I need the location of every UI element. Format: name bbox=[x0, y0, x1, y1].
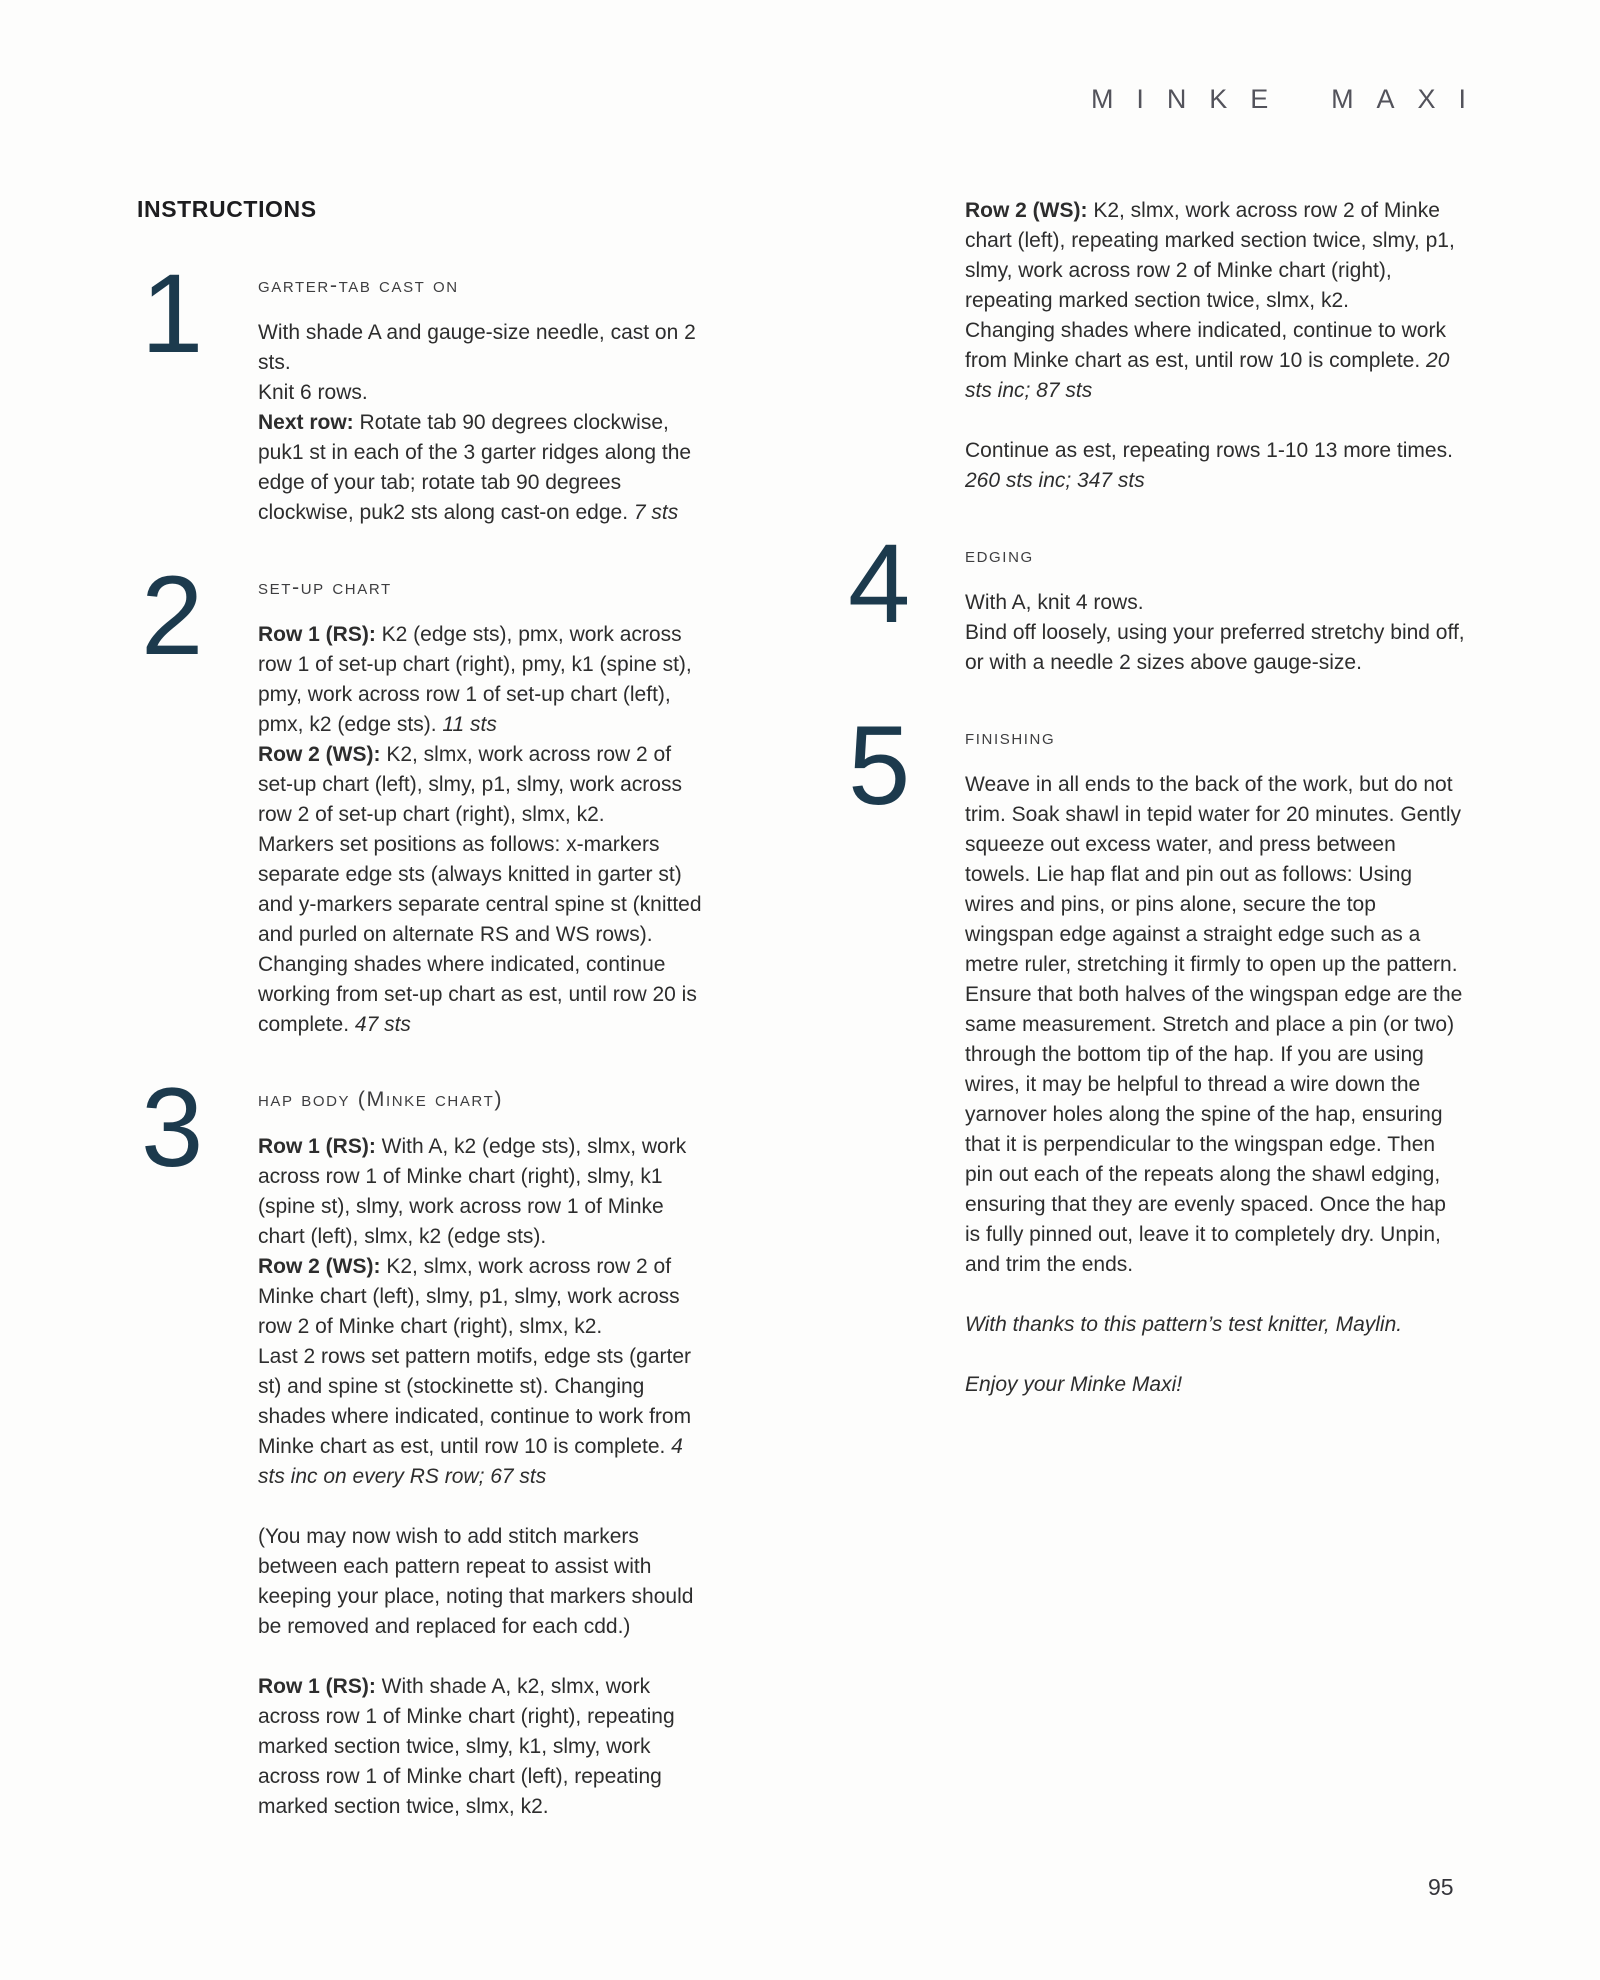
text-run: With A, k2 (edge sts), slmx, work across row 1 of Minke chart (right), slmy, k1 (spine st), slmy, work across row 1 of Minke chart (left), slmx, k2 (edge sts). bbox=[258, 1135, 687, 1248]
text-run: Row 1 (RS): bbox=[258, 1135, 376, 1158]
step-4 bbox=[848, 521, 1466, 678]
left-column bbox=[141, 251, 711, 1822]
text-run: (You may now wish to add stitch markers between each pattern repeat to assist with keeping your place, noting that markers should be removed and replaced for each cdd.) bbox=[258, 1525, 694, 1638]
text-run: 20 sts inc; 87 sts bbox=[965, 349, 1450, 402]
pattern-paragraph bbox=[258, 1132, 711, 1252]
pattern-paragraph bbox=[258, 740, 711, 830]
step-heading: hap body (Minke chart) bbox=[258, 1087, 504, 1111]
text-run: Changing shades where indicated, continue working from set-up chart as est, until row 20 is complete. bbox=[258, 953, 697, 1036]
pattern-paragraph bbox=[258, 1252, 711, 1342]
instructions-heading: INSTRUCTIONS bbox=[137, 196, 317, 222]
text-run: K2, slmx, work across row 2 of set-up chart (left), slmy, p1, slmy, work across row 2 of set-up chart (right), slmx, k2. bbox=[258, 743, 682, 826]
page-header-title: MINKE MAXI bbox=[1090, 84, 1489, 114]
step-number: 4 bbox=[848, 521, 911, 646]
text-run: Row 2 (WS): bbox=[965, 199, 1088, 222]
pattern-paragraph bbox=[258, 620, 711, 740]
text-run: Rotate tab 90 degrees clockwise, puk1 st in each of the 3 garter ridges along the edge of your tab; rotate tab 90 degrees clockwise, puk2 sts along cast-on edge. bbox=[258, 411, 692, 524]
text-run: With shade A and gauge-size needle, cast on 2 sts. bbox=[258, 321, 696, 374]
text-run: K2 (edge sts), pmx, work across row 1 of set-up chart (right), pmy, k1 (spine st), pmy, work across row 1 of set-up chart (left), pmx, k2 (edge sts). bbox=[258, 623, 692, 736]
pattern-paragraph bbox=[965, 770, 1466, 1280]
right-column bbox=[848, 196, 1466, 1400]
step-number: 1 bbox=[141, 251, 204, 376]
pattern-paragraph bbox=[965, 1310, 1466, 1340]
pattern-paragraph bbox=[258, 1672, 711, 1822]
pattern-paragraph bbox=[258, 318, 711, 378]
text-run: With thanks to this pattern’s test knitter, Maylin. bbox=[965, 1313, 1403, 1336]
step-heading: edging bbox=[965, 543, 1034, 567]
text-run: 7 sts bbox=[633, 501, 679, 524]
step-5 bbox=[848, 703, 1466, 1400]
text-run: 4 sts inc on every RS row; 67 sts bbox=[258, 1435, 683, 1488]
text-run: 11 sts bbox=[442, 713, 497, 736]
text-run: With A, knit 4 rows. bbox=[965, 591, 1144, 614]
text-run: With shade A, k2, slmx, work across row 1 of Minke chart (right), repeating marked section twice, slmy, k1, slmy, work across row 1 of Minke chart (left), repeating marked section twice, slmx, k2. bbox=[258, 1675, 675, 1818]
text-run: Row 1 (RS): bbox=[258, 623, 376, 646]
step-heading: finishing bbox=[965, 725, 1056, 749]
pattern-paragraph bbox=[965, 1370, 1466, 1400]
text-run: 260 sts inc; 347 sts bbox=[965, 469, 1145, 492]
text-run: Bind off loosely, using your preferred stretchy bind off, or with a needle 2 sizes above gauge-size. bbox=[965, 621, 1465, 674]
step-1 bbox=[141, 251, 711, 528]
step-continuation bbox=[852, 196, 1466, 496]
text-run: Markers set positions as follows: x-markers separate edge sts (always knitted in garter st) and y-markers separate central spine st (knitted and purled on alternate RS and WS rows). bbox=[258, 833, 702, 946]
step-2 bbox=[141, 553, 711, 1040]
text-run: K2, slmx, work across row 2 of Minke chart (left), slmy, p1, slmy, work across row 2 of Minke chart (right), slmx, k2. bbox=[258, 1255, 680, 1338]
step-heading: set-up chart bbox=[258, 575, 392, 599]
step-number: 3 bbox=[141, 1065, 204, 1190]
text-run: 47 sts bbox=[354, 1013, 411, 1036]
pattern-paragraph bbox=[258, 378, 711, 408]
page-number: 95 bbox=[1428, 1874, 1454, 1900]
pattern-paragraph bbox=[965, 588, 1466, 618]
pattern-paragraph bbox=[965, 196, 1466, 316]
step-3 bbox=[141, 1065, 711, 1822]
text-run: K2, slmx, work across row 2 of Minke chart (left), repeating marked section twice, slmy, p1, slmy, work across row 2 of Minke chart (right), repeating marked section twice, slmx, k2. bbox=[965, 199, 1455, 312]
text-run: Changing shades where indicated, continue to work from Minke chart as est, until row 10 is complete. bbox=[965, 319, 1446, 372]
pattern-paragraph bbox=[258, 830, 711, 950]
text-run: Enjoy your Minke Maxi! bbox=[965, 1373, 1183, 1396]
text-run: Continue as est, repeating rows 1-10 13 more times. bbox=[965, 439, 1453, 462]
text-run: Row 2 (WS): bbox=[258, 743, 381, 766]
pattern-paragraph bbox=[965, 316, 1466, 406]
text-run: Row 2 (WS): bbox=[258, 1255, 381, 1278]
step-number: 5 bbox=[848, 703, 911, 828]
text-run: Weave in all ends to the back of the work, but do not trim. Soak shawl in tepid water for 20 minutes. Gently squeeze out excess water, and press between towels. Lie hap flat and pin out as follows: Using wires and pins, or pins alone, secure the top wingspan edge against a straight edge such as a metre ruler, stretching it firmly to open up the pattern. Ensure that both halves of the wingspan edge are the same measurement. Stretch and place a pin (or two) through the bottom tip of the hap. If you are using wires, it may be helpful to thread a wire down the yarnover holes along the spine of the hap, ensuring that it is perpendicular to the wingspan edge. Then pin out each of the repeats along the shawl edging, ensuring that they are evenly spaced. Once the hap is fully pinned out, leave it to completely dry. Unpin, and trim the ends. bbox=[965, 773, 1463, 1276]
pattern-paragraph bbox=[258, 1342, 711, 1492]
text-run: Last 2 rows set pattern motifs, edge sts (garter st) and spine st (stockinette st). Changing shades where indicated, continue to work from Minke chart as est, until row 10 is complete. bbox=[258, 1345, 692, 1458]
step-number: 2 bbox=[141, 553, 204, 678]
text-run: Next row: bbox=[258, 411, 354, 434]
text-run: Row 1 (RS): bbox=[258, 1675, 376, 1698]
step-heading: garter-tab cast on bbox=[258, 273, 459, 297]
pattern-paragraph bbox=[258, 408, 711, 528]
text-run: Knit 6 rows. bbox=[258, 381, 368, 404]
pattern-paragraph bbox=[258, 950, 711, 1040]
pattern-paragraph bbox=[258, 1522, 711, 1642]
pattern-paragraph bbox=[965, 618, 1466, 678]
pattern-paragraph bbox=[965, 436, 1466, 496]
